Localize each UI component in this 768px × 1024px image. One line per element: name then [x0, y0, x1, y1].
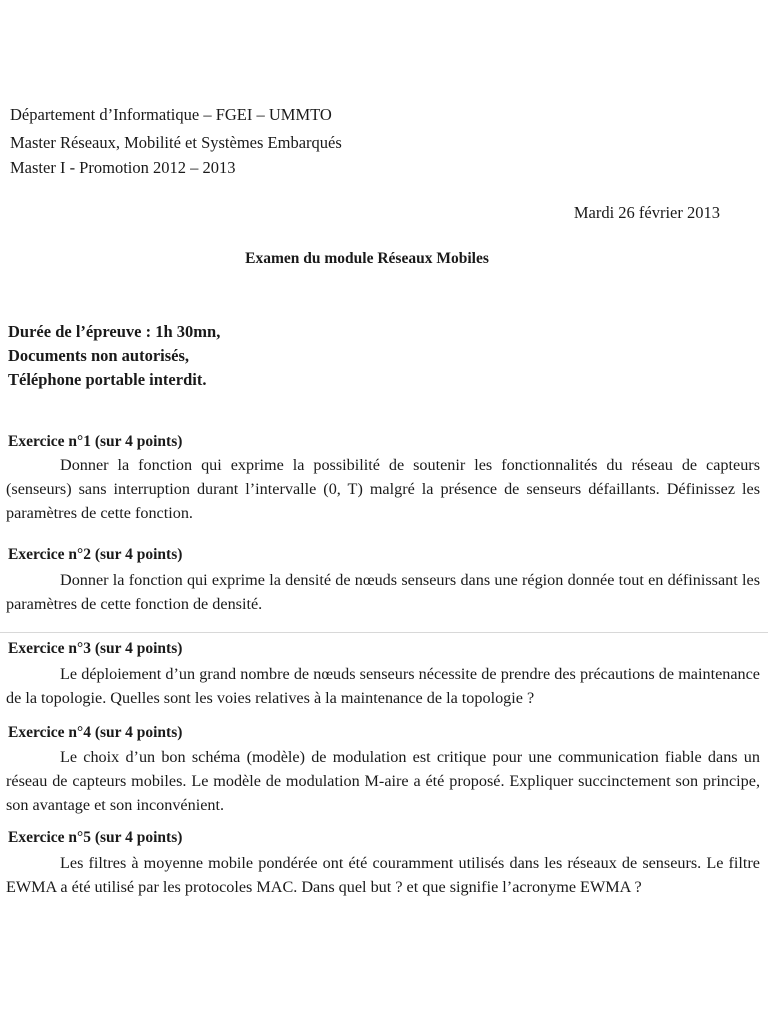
page-fold-divider: [0, 632, 768, 633]
exercise-text: Les filtres à moyenne mobile pondérée ont été couramment utilisés dans les réseaux de senseurs. Le filtre EWMA a été utilisé par les protocoles MAC. Dans quel but ? et que signifie l’acronyme EWMA ?: [6, 854, 760, 896]
exercise-title: Exercice n°5 (sur 4 points): [8, 829, 183, 846]
exam-title: Examen du module Réseaux Mobiles: [245, 250, 489, 267]
exercise-title: Exercice n°1 (sur 4 points): [8, 433, 183, 450]
exercise-title: Exercice n°4 (sur 4 points): [8, 724, 183, 741]
exercise-text: Donner la fonction qui exprime la densité de nœuds senseurs dans une région donnée tout en définissant les paramètres de cette fonction de densité.: [6, 571, 760, 613]
exercise-text: Le choix d’un bon schéma (modèle) de modulation est critique pour une communication fiable dans un réseau de capteurs mobiles. Le modèle de modulation M-aire a été proposé. Expliquer succinctement son principe, son avantage et son inconvénient.: [6, 748, 760, 814]
department-line: Département d’Informatique – FGEI – UMMTO: [10, 105, 332, 124]
exercise-title: Exercice n°3 (sur 4 points): [8, 640, 183, 657]
master-line: Master Réseaux, Mobilité et Systèmes Embarqués: [10, 133, 342, 152]
rule-documents: Documents non autorisés,: [8, 346, 190, 365]
promotion-line: Master I - Promotion 2012 – 2013: [10, 158, 236, 177]
rule-phone: Téléphone portable interdit.: [8, 370, 207, 389]
exercise-text: Donner la fonction qui exprime la possibilité de soutenir les fonctionnalités du réseau de capteurs (senseurs) sans interruption durant l’intervalle (0, T) malgré la présence de senseurs défaillants. Définissez les paramètres de cette fonction.: [6, 456, 760, 522]
exercise-text: Le déploiement d’un grand nombre de nœuds senseurs nécessite de prendre des précautions de maintenance de la topologie. Quelles sont les voies relatives à la maintenance de la topologie ?: [6, 665, 760, 707]
rule-duration: Durée de l’épreuve : 1h 30mn,: [8, 322, 221, 341]
exam-date: Mardi 26 février 2013: [573, 203, 720, 222]
exercise-title: Exercice n°2 (sur 4 points): [8, 546, 183, 563]
